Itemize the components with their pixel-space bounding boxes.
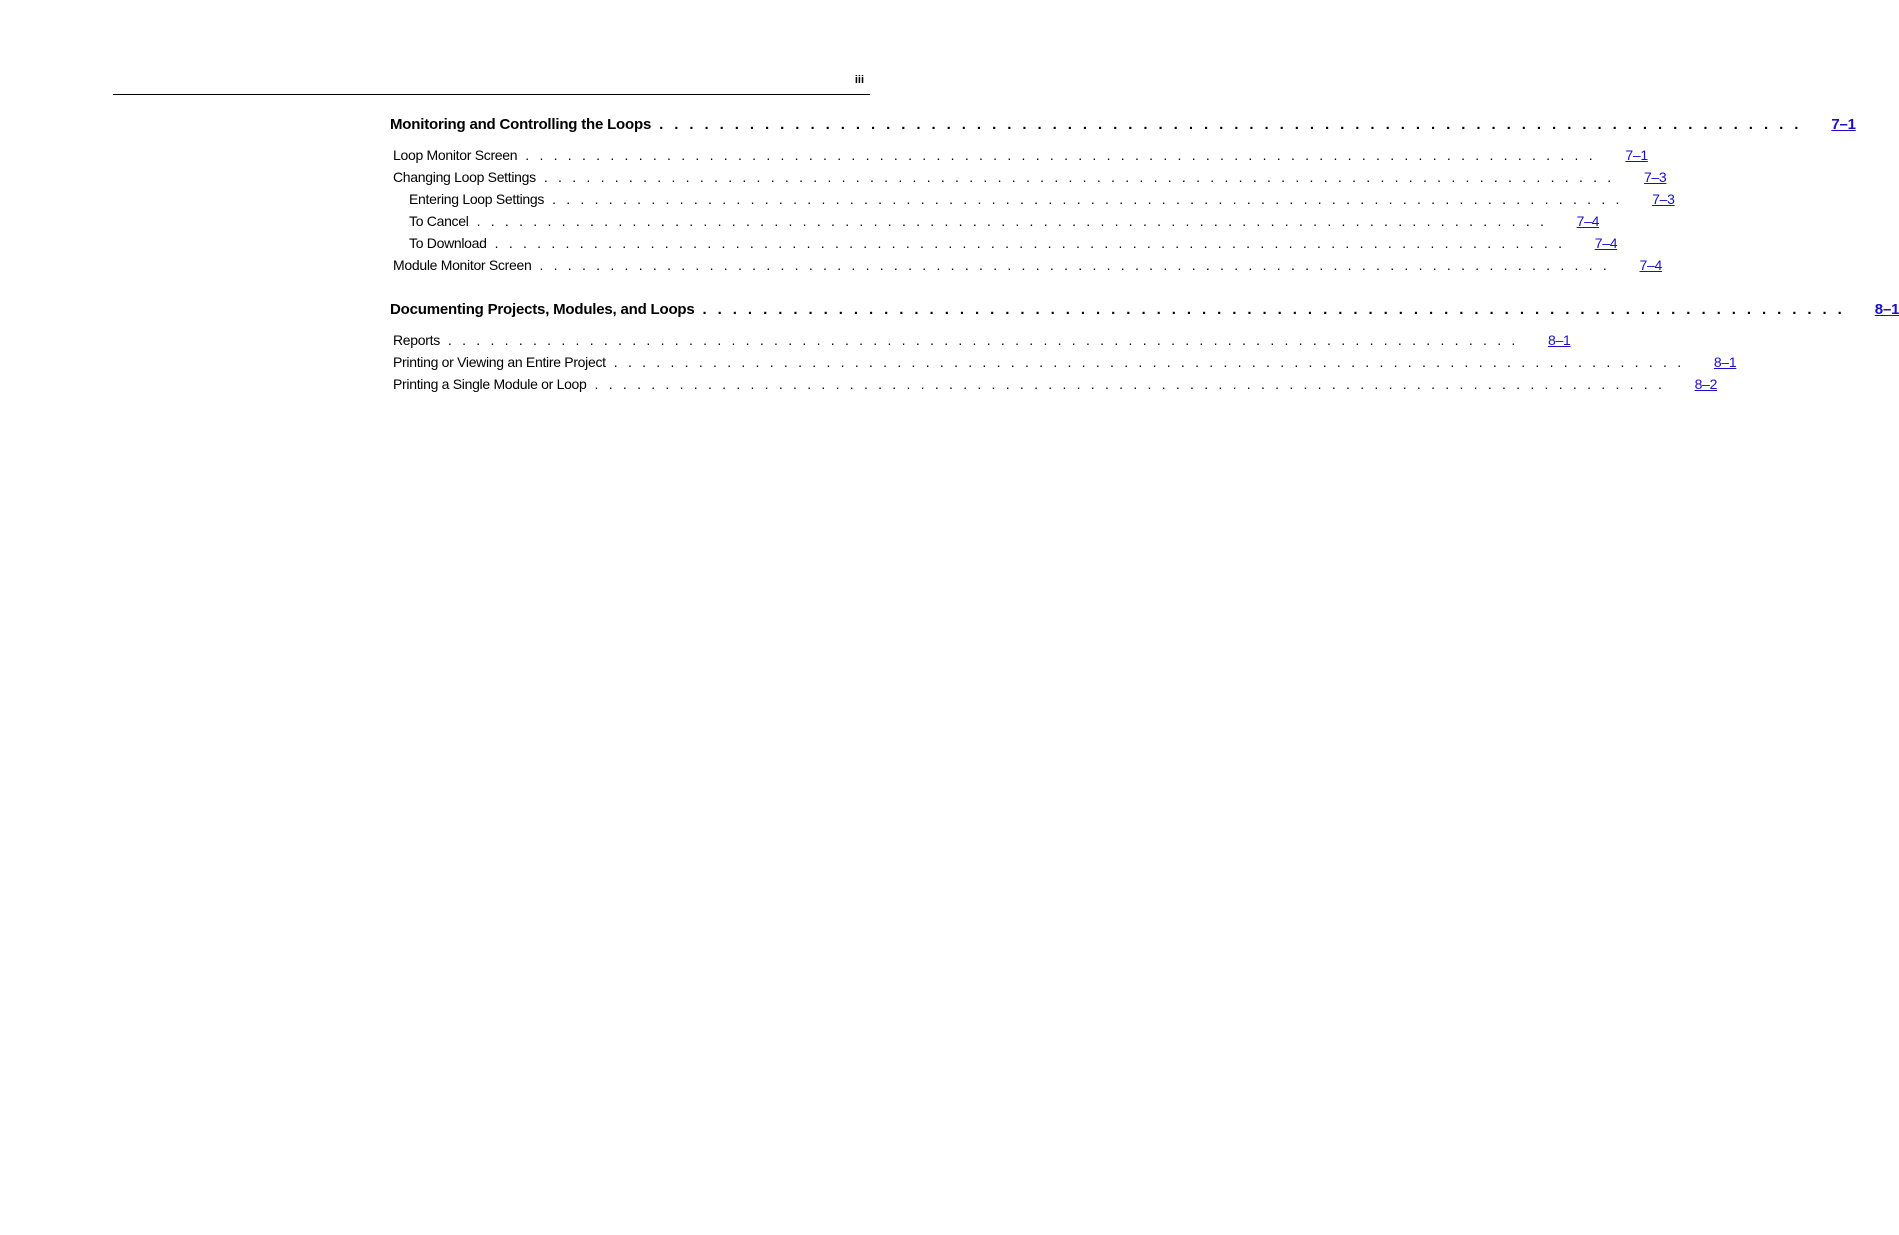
chapter-entries (390, 147, 1675, 279)
entry-page-link[interactable]: 8–1 (1548, 332, 1571, 348)
dot-leader: . . . . . . . . . . . . . . . . . . . . . . . . . . . . . . . . . . . . . . . . . . . . . . . . . . . . . . . . . . . . . . . . . . . . . . . . . . . . (702, 301, 1846, 318)
dot-leader: . . . . . . . . . . . . . . . . . . . . . . . . . . . . . . . . . . . . . . . . . . . . . . . . . . . . . . . . . . . . . . . . . . . . . . . . . . . . (613, 354, 1685, 370)
entry-page-link[interactable]: 7–4 (1639, 257, 1662, 273)
entry-page-link[interactable]: 7–3 (1652, 191, 1675, 207)
entry-title: Printing or Viewing an Entire Project (393, 354, 606, 370)
chapter-heading-row[interactable] (390, 116, 1856, 144)
entry-title: Loop Monitor Screen (393, 147, 518, 163)
chapter-title: Documenting Projects, Modules, and Loops (390, 301, 695, 318)
entry-title: Printing a Single Module or Loop (393, 376, 587, 392)
chapter-heading-row[interactable] (390, 301, 1899, 329)
toc-subentry[interactable] (390, 235, 1618, 257)
chapter-entries (390, 332, 1737, 398)
chapter-page-link[interactable]: 8–1 (1874, 301, 1899, 318)
chapter-page-link[interactable]: 7–1 (1831, 116, 1856, 133)
toc-chapter-8 (390, 301, 1899, 398)
entry-page-link[interactable]: 7–4 (1576, 213, 1600, 229)
entry-title: To Cancel (409, 213, 469, 229)
entry-title: To Download (409, 235, 487, 251)
header-rule (113, 94, 870, 95)
dot-leader: . . . . . . . . . . . . . . . . . . . . . . . . . . . . . . . . . . . . . . . . . . . . . . . . . . . . . . . . . . . . . . . . . . . . . . . . . . . . (543, 169, 1615, 185)
toc-subentry[interactable] (390, 191, 1675, 213)
entry-page-link[interactable]: 8–2 (1694, 376, 1718, 392)
toc-subentry[interactable] (390, 213, 1600, 235)
chapter-title: Monitoring and Controlling the Loops (390, 116, 652, 133)
entry-page-link[interactable]: 7–3 (1643, 169, 1667, 185)
page-number: iii (854, 74, 864, 86)
dot-leader: . . . . . . . . . . . . . . . . . . . . . . . . . . . . . . . . . . . . . . . . . . . . . . . . . . . . . . . . . . . . . . . . . . . . . . . . . . . . (539, 257, 1610, 273)
dot-leader: . . . . . . . . . . . . . . . . . . . . . . . . . . . . . . . . . . . . . . . . . . . . . . . . . . . . . . . . . . . . . . . . . . . . . . . . . . . . (594, 376, 1666, 392)
entry-page-link[interactable]: 8–1 (1713, 354, 1737, 370)
toc-entry[interactable] (390, 169, 1667, 191)
entry-title: Module Monitor Screen (393, 257, 532, 273)
dot-leader: . . . . . . . . . . . . . . . . . . . . . . . . . . . . . . . . . . . . . . . . . . . . . . . . . . . . . . . . . . . . . . . . . . . . . . . . . . . . (525, 147, 1596, 163)
toc-entry[interactable] (390, 147, 1648, 169)
entry-title: Reports (393, 332, 440, 348)
toc-entry[interactable] (390, 257, 1662, 279)
toc-entry[interactable] (390, 332, 1571, 354)
entry-title: Changing Loop Settings (393, 169, 536, 185)
entry-title: Entering Loop Settings (409, 191, 545, 207)
dot-leader: . . . . . . . . . . . . . . . . . . . . . . . . . . . . . . . . . . . . . . . . . . . . . . . . . . . . . . . . . . . . . . . . . . . . . . . . . . . . (494, 235, 1566, 251)
dot-leader: . . . . . . . . . . . . . . . . . . . . . . . . . . . . . . . . . . . . . . . . . . . . . . . . . . . . . . . . . . . . . . . . . . . . . . . . . . . . (552, 191, 1623, 207)
toc-chapter-7 (390, 116, 1856, 279)
toc-entry[interactable] (390, 354, 1737, 376)
entry-page-link[interactable]: 7–4 (1594, 235, 1618, 251)
toc-entry[interactable] (390, 376, 1718, 398)
dot-leader: . . . . . . . . . . . . . . . . . . . . . . . . . . . . . . . . . . . . . . . . . . . . . . . . . . . . . . . . . . . . . . . . . . . . . . . . . . . . (447, 332, 1519, 348)
table-of-contents (390, 116, 1899, 420)
dot-leader: . . . . . . . . . . . . . . . . . . . . . . . . . . . . . . . . . . . . . . . . . . . . . . . . . . . . . . . . . . . . . . . . . . . . . . . . . . . . (659, 116, 1802, 133)
dot-leader: . . . . . . . . . . . . . . . . . . . . . . . . . . . . . . . . . . . . . . . . . . . . . . . . . . . . . . . . . . . . . . . . . . . . . . . . . . . . (476, 213, 1548, 229)
entry-page-link[interactable]: 7–1 (1625, 147, 1648, 163)
